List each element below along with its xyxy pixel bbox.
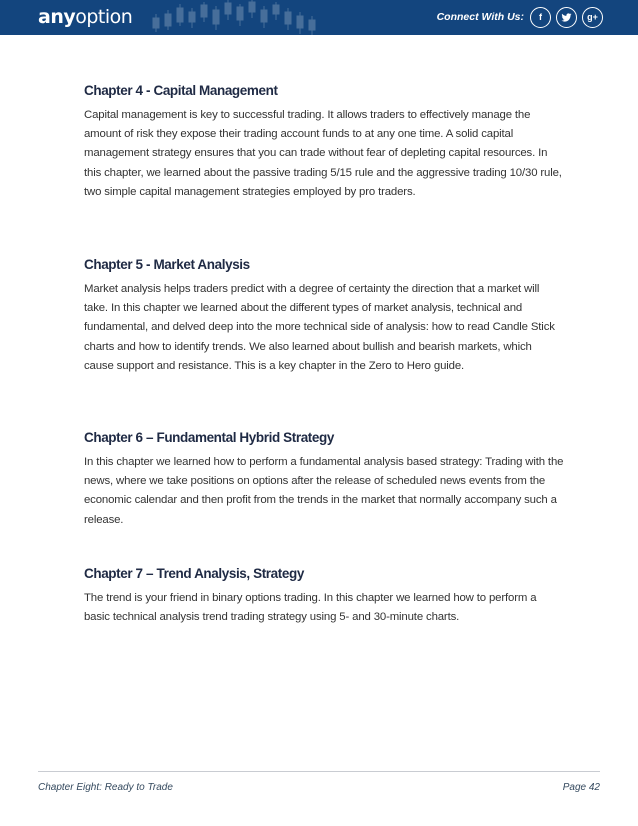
chapter-6-title: Chapter 6 – Fundamental Hybrid Strategy — [84, 430, 334, 445]
connect-label: Connect With Us: — [436, 11, 524, 23]
page-number: Page 42 — [562, 782, 600, 793]
chapter-4-section — [84, 82, 564, 202]
logo-option-text: option — [75, 6, 133, 28]
chapter-5-section — [84, 256, 564, 376]
footer-chapter-label: Chapter Eight: Ready to Trade — [38, 782, 173, 793]
chapter-6-section — [84, 429, 564, 530]
google-plus-icon[interactable] — [582, 7, 603, 28]
candlestick-decoration — [150, 0, 320, 35]
chapter-6-body: In this chapter we learned how to perform a fundamental analysis based strategy: Trading with the news, where we take positions on options after the release of scheduled news events from the economic calendar and then profit from the trends in the market that normally accompany such a release. — [84, 456, 564, 526]
facebook-icon[interactable] — [530, 7, 551, 28]
twitter-bird-glyph — [561, 12, 572, 23]
chapter-5-title: Chapter 5 - Market Analysis — [84, 257, 250, 272]
chapter-7-section — [84, 565, 564, 627]
chapter-4-title: Chapter 4 - Capital Management — [84, 83, 278, 98]
footer-divider — [38, 771, 600, 772]
facebook-glyph: f — [539, 12, 542, 22]
google-plus-glyph: g+ — [587, 12, 598, 22]
twitter-icon[interactable] — [556, 7, 577, 28]
header-bar — [0, 0, 638, 35]
anyoption-logo[interactable] — [38, 6, 132, 28]
chapter-7-title: Chapter 7 – Trend Analysis, Strategy — [84, 566, 304, 581]
logo-any-text: any — [38, 6, 76, 28]
chapter-4-body: Capital management is key to successful trading. It allows traders to effectively manage the amount of risk they expose their trading account funds to at any one time. A solid capital management strategy ensures that you can trade without fear of depleting capital resources. In this chapter, we learned about the passive trading 5/15 rule and the aggressive trading 10/30 rule, two simple capital management strategies employed by pro traders. — [84, 109, 562, 198]
chapter-7-body: The trend is your friend in binary options trading. In this chapter we learned how to perform a basic technical analysis trend trading strategy using 5- and 30-minute charts. — [84, 592, 537, 624]
chapter-5-body: Market analysis helps traders predict with a degree of certainty the direction that a market will take. In this chapter we learned about the different types of market analysis, technical and fundamental, and delved deep into the more technical side of analysis: how to read Candle Stick charts and how to identify trends. We also learned about bullish and bearish markets, which cause support and resistance. This is a key chapter in the Zero to Hero guide. — [84, 283, 555, 372]
